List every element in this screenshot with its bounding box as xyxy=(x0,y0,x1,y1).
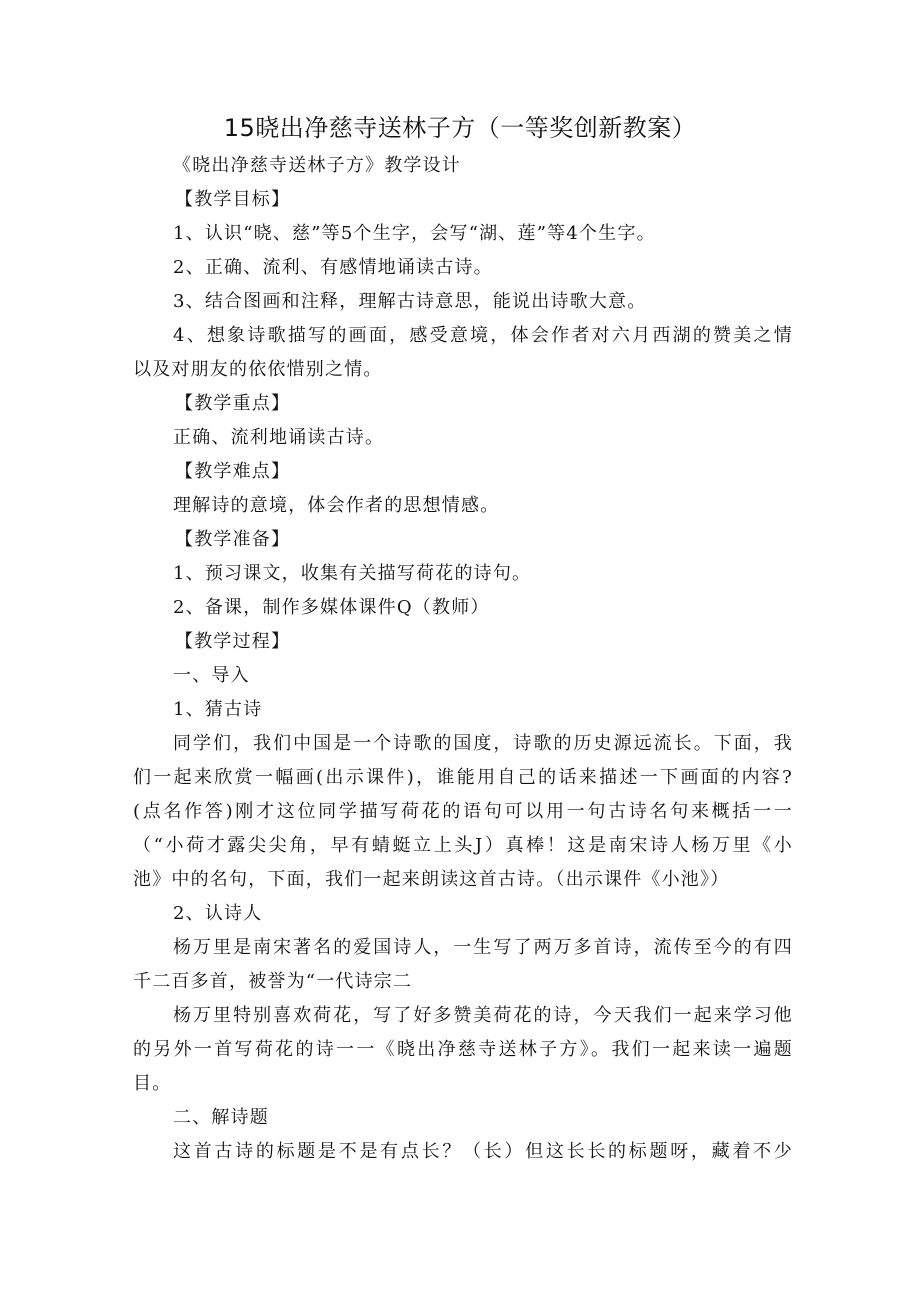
text-line: 2、正确、流利、有感情地诵读古诗。 xyxy=(173,257,493,278)
text-line: 3、结合图画和注释，理解古诗意思，能说出诗歌大意。 xyxy=(173,291,647,312)
text-line: (点名作答)刚才这位同学描写荷花的语句可以用一句古诗名句来概括一一 xyxy=(133,801,793,822)
text-line: 以及对朋友的依依惜别之情。 xyxy=(133,359,383,380)
text-line: 【教学难点】 xyxy=(175,461,291,482)
text-line: 【教学重点】 xyxy=(175,393,291,414)
document-body xyxy=(133,149,793,1169)
text-line: 【教学目标】 xyxy=(175,189,291,210)
text-line: 同学们，我们中国是一个诗歌的国度，诗歌的历史源远流长。下面，我 xyxy=(173,733,793,754)
text-line: 《晓出净慈寺送林子方》教学设计 xyxy=(173,155,461,176)
text-line: 正确、流利地诵读古诗。 xyxy=(173,427,385,448)
text-line: 二、解诗题 xyxy=(173,1107,269,1128)
text-line: 这首古诗的标题是不是有点长？（长）但这长长的标题呀，藏着不少 xyxy=(173,1141,793,1162)
text-line: （“小荷才露尖尖角，早有蜻蜓立上头J）真棒！这是南宋诗人杨万里《小 xyxy=(133,835,793,856)
text-line: 1、认识“晓、慈”等5个生字，会写“湖、莲”等4个生字。 xyxy=(173,223,656,244)
text-line: 1、猜古诗 xyxy=(173,699,263,720)
text-line: 2、认诗人 xyxy=(173,903,263,924)
document-title: 15晓出净慈寺送林子方（一等奖创新教案） xyxy=(223,114,697,142)
text-line: 杨万里是南宋著名的爱国诗人，一生写了两万多首诗，流传至今的有四 xyxy=(173,937,793,958)
text-line: 【教学过程】 xyxy=(175,631,291,652)
text-line: 千二百多首，被誉为“一代诗宗二 xyxy=(133,971,413,992)
text-line: 们一起来欣赏一幅画(出示课件)，谁能用自己的话来描述一下画面的内容? xyxy=(133,767,793,788)
text-line: 一、导入 xyxy=(173,665,250,686)
text-line: 2、备课，制作多媒体课件Q（教师） xyxy=(173,597,490,618)
text-line: 的另外一首写荷花的诗一一《晓出净慈寺送林子方》。我们一起来读一遍题 xyxy=(133,1039,793,1060)
text-line: 4、想象诗歌描写的画面，感受意境，体会作者对六月西湖的赞美之情 xyxy=(173,325,793,346)
text-line: 目。 xyxy=(133,1073,172,1094)
text-line: 理解诗的意境，体会作者的思想情感。 xyxy=(173,495,500,516)
text-line: 【教学准备】 xyxy=(175,529,291,550)
text-line: 杨万里特别喜欢荷花，写了好多赞美荷花的诗，今天我们一起来学习他 xyxy=(173,1005,793,1026)
text-line: 池》中的名句，下面，我们一起来朗读这首古诗。（出示课件《小池》） xyxy=(133,869,730,890)
text-line: 1、预习课文，收集有关描写荷花的诗句。 xyxy=(173,563,532,584)
